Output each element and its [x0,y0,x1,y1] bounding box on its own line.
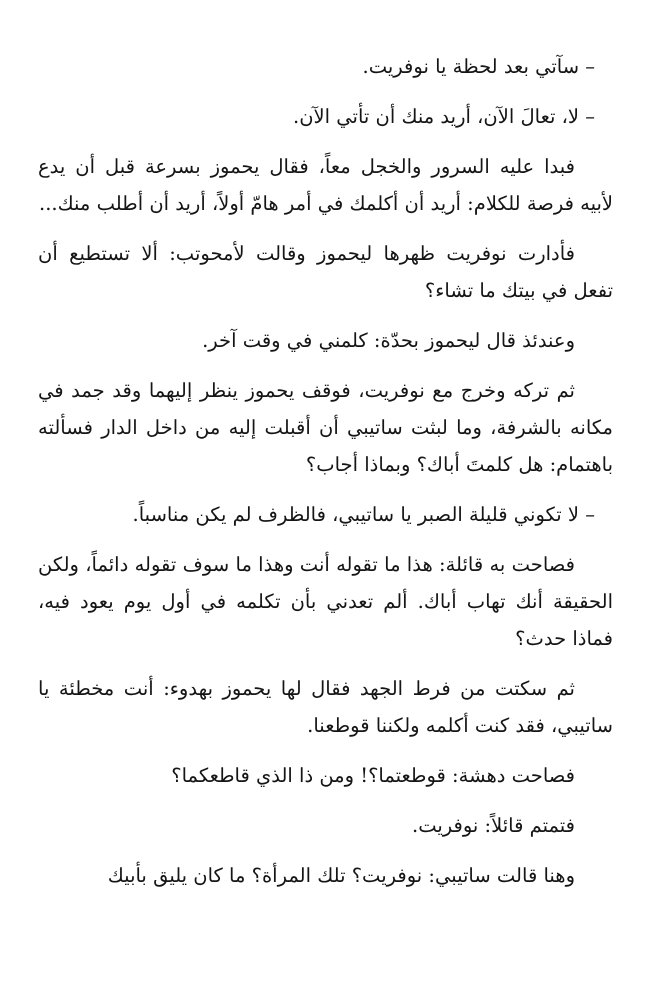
paragraph: فتمتم قائلاً: نوفريت. [412,814,575,837]
dialogue-line: – لا، تعالَ الآن، أريد منك أن تأتي الآن. [293,105,595,128]
paragraph: فصاحت به قائلة: هذا ما تقوله أنت وهذا ما سوف تقوله دائماً، ولكن الحقيقة أنك تهاب أباك. ألم تعدني بأن تكلمه في أول يوم يعود فيه، فماذا حدث؟ [38,553,613,650]
paragraph: فصاحت دهشة: قوطعتما؟! ومن ذا الذي قاطعكما؟ [171,764,575,787]
book-page [38,48,613,907]
paragraph: ثم تركه وخرج مع نوفريت، فوقف يحموز ينظر إليهما وقد جمد في مكانه بالشرفة، وما لبثت ساتيبي أن أقبلت إليه من داخل الدار فسألته باهتمام: هل كلمتَ أباك؟ وبماذا أجاب؟ [38,379,613,476]
paragraph: فبدا عليه السرور والخجل معاً، فقال يحموز بسرعة قبل أن يدع لأبيه فرصة للكلام: أريد أن أكلمك في أمر هامّ أولاً، أريد أن أطلب منك... [38,155,613,215]
dialogue-line: – سآتي بعد لحظة يا نوفريت. [362,55,595,78]
dialogue-line: – لا تكوني قليلة الصبر يا ساتيبي، فالظرف لم يكن مناسباً. [132,503,595,526]
paragraph: وعندئذ قال ليحموز بحدّة: كلمني في وقت آخر. [202,329,575,352]
paragraph: فأدارت نوفريت ظهرها ليحموز وقالت لأمحوتب: ألا تستطيع أن تفعل في بيتك ما تشاء؟ [38,242,613,302]
paragraph: ثم سكتت من فرط الجهد فقال لها يحموز بهدوء: أنت مخطئة يا ساتيبي، فقد كنت أكلمه ولكننا قوطعنا. [38,677,613,737]
paragraph: وهنا قالت ساتيبي: نوفريت؟ تلك المرأة؟ ما كان يليق بأبيك [107,864,575,887]
